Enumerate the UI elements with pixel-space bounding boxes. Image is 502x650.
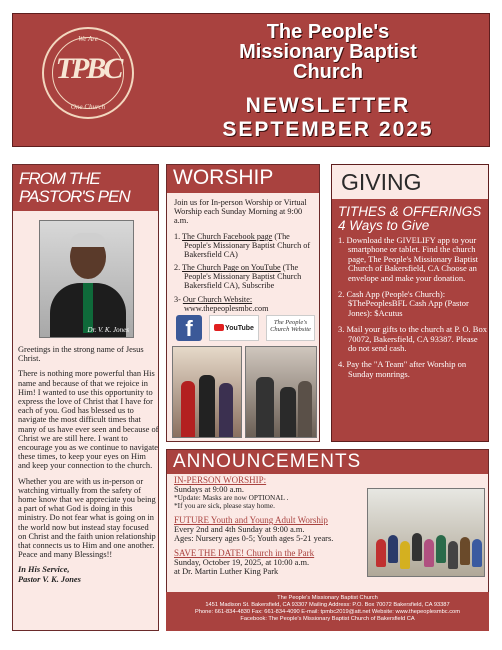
- newsletter-label: NEWSLETTER: [245, 94, 411, 117]
- photo-figure: [424, 539, 434, 567]
- list-item: [174, 233, 318, 259]
- giving-sub2: 4 Ways to Give: [338, 218, 430, 233]
- announcement-title: FUTURE Youth and Young Adult Worship: [174, 515, 328, 525]
- pastor-paragraph: There is nothing more powerful than His name and because of that we rejoice in Him! I wanted to use this opportunity to express the love of Christ that I have for each of you. God has blessed us to navigate the most difficult times that many of us have ever seen and because of Christ we are still here. I want to encourage you as we continue to navigate these times, to keep your eyes on Him and keep your connection to the church.: [18, 369, 159, 471]
- item-number: 3-: [174, 294, 181, 304]
- church-name-line2: Missionary Baptist: [239, 41, 417, 63]
- photo-figure: [388, 535, 398, 563]
- item-number: 1.: [338, 235, 345, 245]
- website-badge[interactable]: The People's Church Website: [266, 315, 315, 341]
- logo-top-text: We Are: [78, 35, 98, 43]
- announcement-line: Sundays at 9:00 a.m.: [174, 485, 245, 494]
- item-number: 2.: [338, 289, 345, 300]
- photo-figure: [280, 387, 296, 438]
- pastor-letter: [18, 345, 159, 584]
- photo-figure: [219, 383, 233, 438]
- pastor-heading: [13, 165, 158, 211]
- newsletter-header: [12, 13, 490, 147]
- pastor-heading-line1: FROM THE: [19, 169, 100, 188]
- list-item: [174, 264, 318, 290]
- photo-figure: [436, 535, 446, 563]
- logo-bottom-text: One Church: [70, 103, 106, 111]
- photo-figure: [460, 537, 470, 565]
- church-name-line1: The People's: [266, 21, 390, 43]
- pastor-paragraph: Whether you are with us in-person or watching virtually from the safety of home know that we appreciate you being a part of what God is doing in this ministry. Do not fear what is going on in the world now but instead stay focused on Christ and the faith union relationship that connects us to Him and one another. Peace and many Blessings!!: [18, 476, 156, 560]
- photo-figure: [256, 377, 274, 438]
- pastor-heading-line2: PASTOR'S PEN: [19, 187, 130, 206]
- list-item: [174, 296, 318, 314]
- list-item: [338, 290, 488, 318]
- pastor-photo: [39, 220, 134, 338]
- footer-line: The People's Missionary Baptist Church: [277, 595, 378, 601]
- photo-figure: [298, 381, 312, 438]
- church-name-line3: Church: [293, 61, 363, 83]
- item-number: 2.: [174, 263, 181, 273]
- announcement-line: Every 2nd and 4th Sunday at 9:00 a.m.: [174, 525, 305, 534]
- youtube-label: YouTube: [225, 325, 254, 332]
- photo-figure: [400, 541, 410, 569]
- worship-list: [174, 233, 318, 318]
- signature-line2: Pastor V. K. Jones: [18, 574, 81, 584]
- pastor-column: [12, 164, 159, 631]
- photo-figure: [448, 541, 458, 569]
- item-text: Download the GIVELIFY app to your smartphone or tablet. Find the church page, The People's Missionary Baptist Church of Bakersfield, CA Choose an envelope and make your donation.: [346, 235, 479, 283]
- announcement-title: SAVE THE DATE! Church in the Park: [174, 548, 315, 558]
- worship-intro: Join us for In-person Worship or Virtual Worship each Sunday Morning at 9:00 a.m.: [174, 198, 307, 225]
- item-number: 3.: [338, 324, 345, 335]
- pastor-paragraph: Greetings in the strong name of Jesus Christ.: [18, 345, 144, 364]
- announcement-note: *Update: Masks are now OPTIONAL .: [174, 493, 289, 502]
- item-detail: www.thepeoplesmbc.com: [184, 303, 269, 313]
- newsletter-title: [193, 94, 463, 142]
- announcement-line: Sunday, October 19, 2025, at 10:00 a.m.: [174, 558, 310, 567]
- list-item: [338, 325, 488, 353]
- worship-section: [166, 164, 320, 442]
- item-text: Pay the "A Team" after Worship on Sunday monrings.: [346, 359, 467, 379]
- youtube-link[interactable]: The Church Page on YouTube: [182, 263, 281, 273]
- photo-figure: [376, 539, 386, 567]
- church-name: [193, 22, 463, 82]
- photo-figure: [181, 381, 195, 438]
- announcement-note: *If you are sick, please stay home.: [174, 501, 275, 510]
- giving-list: [338, 236, 488, 386]
- footer-line: 1451 Madison St. Bakersfield, CA 93307 Mailing Address: P.O. Box 70072 Bakersfield, CA 93387: [205, 602, 450, 608]
- giving-sub1: TITHES & OFFERINGS: [338, 204, 482, 219]
- giving-section: [331, 164, 489, 442]
- announcements-body: [174, 476, 364, 576]
- photo-figure: [472, 539, 482, 567]
- footer-line: Facebook: The People's Missionary Baptist Church of Bakersfield CA: [240, 616, 415, 622]
- announcement-line: at Dr. Martin Luther King Park: [174, 567, 279, 576]
- worship-heading: WORSHIP: [167, 165, 319, 193]
- announcement-title: IN-PERSON WORSHIP:: [174, 475, 267, 485]
- giving-heading: GIVING: [332, 165, 488, 199]
- photo-figure: [412, 533, 422, 561]
- giving-subheading: [338, 205, 486, 233]
- announcements-heading: ANNOUNCEMENTS: [167, 450, 488, 474]
- youtube-icon[interactable]: [209, 315, 259, 341]
- pastor-hair: [70, 233, 106, 247]
- newsletter-month: SEPTEMBER 2025: [222, 118, 434, 141]
- signature-line1: In His Service,: [18, 565, 70, 575]
- church-contact-footer: [166, 592, 489, 631]
- item-detail: (The People's Missionary Baptist Church of Bakersfield CA): [184, 232, 311, 259]
- list-item: [338, 360, 488, 379]
- item-number: 4.: [338, 359, 345, 370]
- item-detail: (The People's Missionary Baptist Church Bakersfield CA), Subscribe: [184, 263, 302, 290]
- item-text: Cash App (People's Church): $ThePeoplesBFL Cash App (Pastor Jones): $Acutus: [346, 289, 469, 318]
- facebook-icon[interactable]: f: [176, 315, 202, 341]
- item-text: Mail your gifts to the church at P. O. Box 70072, Bakersfield, CA 93387. Please do not send cash.: [346, 324, 487, 354]
- photo-caption: Dr. V. K. Jones: [87, 326, 129, 334]
- youth-group-photo: [367, 488, 485, 577]
- photo-figure: [199, 375, 215, 438]
- list-item: [338, 236, 488, 283]
- play-icon: [214, 324, 224, 331]
- item-number: 1.: [174, 232, 181, 241]
- announcement-line: Ages: Nursery ages 0-5; Youth ages 5-21 years.: [174, 534, 334, 543]
- church-logo: [42, 27, 134, 119]
- footer-line: Phone: 661-834-4830 Fax: 661-834-4090 E-mail: tpmbc2019@att.net Website: www.thepeoplesmbc.com: [195, 609, 460, 615]
- website-link[interactable]: Our Church Website:: [182, 294, 253, 304]
- logo-monogram: TPBC: [55, 52, 121, 85]
- worship-photo: [245, 346, 317, 438]
- worship-photo: [172, 346, 242, 438]
- facebook-link[interactable]: The Church Facebook page: [182, 232, 273, 241]
